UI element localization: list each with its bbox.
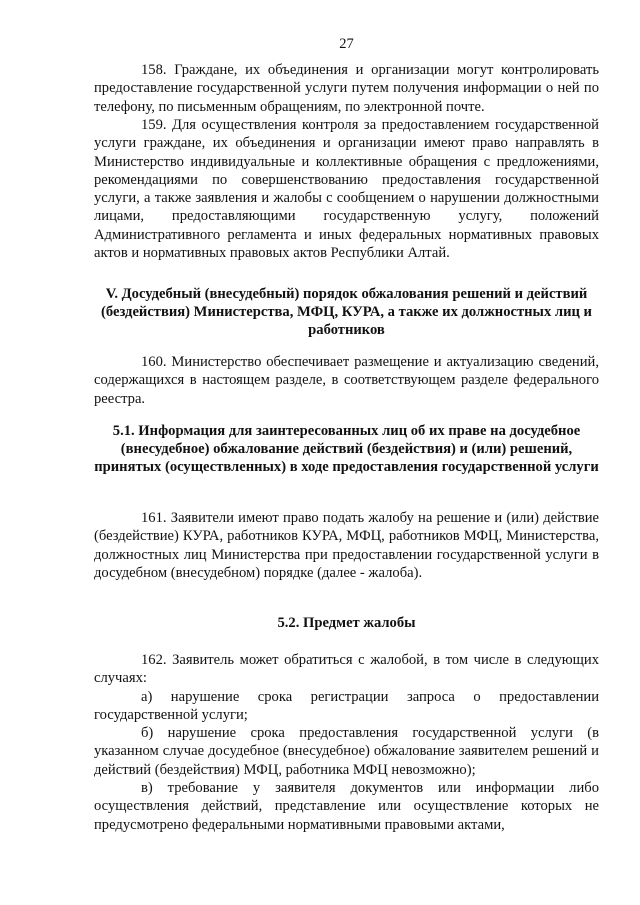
paragraph-162-text: 162. Заявитель может обратиться с жалобой, в том числе в следующих случаях: (94, 652, 599, 687)
list-item-b: б) нарушение срока предоставления государственной услуги (в указанном случае досудебное (внесудебное) обжалование заявителем решений и действий (бездействия) МФЦ, работника МФЦ невозможно); (94, 725, 599, 778)
paragraph-161-text: 161. Заявители имеют право подать жалобу на решение и (или) действие (бездействие) КУРА, работников КУРА, МФЦ, работников МФЦ, Министерства, должностных лиц Министерства при предоставлении государственной услуги в досудебном (внесудебном) порядке (далее - жалоба). (94, 510, 599, 581)
subsection-5-1-title: 5.1. Информация для заинтересованных лиц об их праве на досудебное (внесудебное) обжалование действий (бездействия) и (или) решений, принятых (осуществленных) в ходе предоставления государственной услуги (94, 423, 599, 475)
paragraph-158 (94, 61, 599, 116)
list-item-a: а) нарушение срока регистрации запроса о предоставлении государственной услуги; (94, 688, 599, 723)
paragraph-159-text: 159. Для осуществления контроля за предоставлением государственной услуги граждане, их объединения и организации имеют право направлять в Министерство индивидуальные и коллективные обращения с предложениями, рекомендациями по совершенствованию предоставления государственной услуги, а также заявления и жалобы с сообщением о нарушении должностными лицами, предоставляющими государственную услугу, положений Административного регламента и иных федеральных нормативных правовых актов и нормативных правовых актов Республики Алтай. (94, 117, 599, 262)
paragraph-160-text: 160. Министерство обеспечивает размещение и актуализацию сведений, содержащихся в настоящем разделе, в соответствующем разделе федерального реестра. (94, 354, 599, 407)
paragraph-158-text: 158. Граждане, их объединения и организации могут контролировать предоставление государственной услуги путем получения информации о ней по телефону, по письменным обращениям, по электронной почте. (94, 62, 599, 115)
section-5-heading (94, 285, 599, 339)
section-5-title: V. Досудебный (внесудебный) порядок обжалования решений и действий (бездействия) Министерства, МФЦ, КУРА, а также их должностных лиц и работников (101, 286, 592, 338)
paragraph-161 (94, 509, 599, 582)
paragraph-162 (94, 651, 599, 834)
paragraph-160 (94, 353, 599, 408)
subsection-5-2-heading (94, 614, 599, 632)
subsection-5-1-heading (94, 422, 599, 476)
list-item-c: в) требование у заявителя документов или информации либо осуществления действий, представление или осуществление которых не предусмотрено федеральными нормативными правовыми актами, (94, 780, 599, 833)
paragraph-159 (94, 116, 599, 262)
subsection-5-2-title: 5.2. Предмет жалобы (277, 615, 416, 631)
page-number: 27 (339, 36, 354, 52)
